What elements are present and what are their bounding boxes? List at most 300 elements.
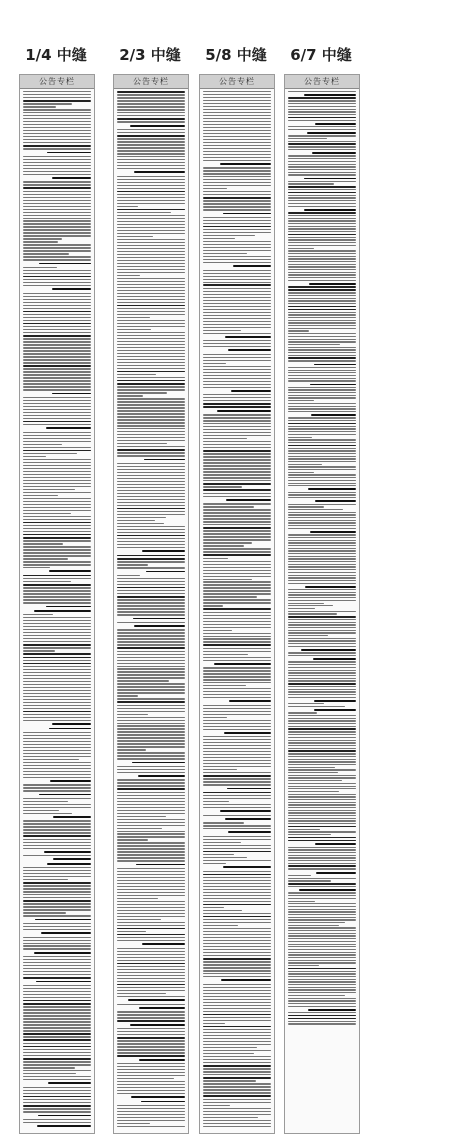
text-line — [203, 602, 271, 603]
text-line — [23, 1067, 75, 1068]
text-line — [36, 981, 91, 983]
text-line — [117, 622, 185, 623]
text-line — [288, 616, 356, 618]
text-line — [117, 611, 185, 612]
text-line — [288, 494, 356, 495]
text-line — [203, 660, 271, 661]
text-line — [23, 136, 91, 137]
text-line — [288, 1018, 356, 1020]
text-line — [288, 245, 356, 246]
text-line — [203, 1038, 271, 1039]
text-line — [23, 991, 91, 992]
text-line — [203, 194, 271, 195]
text-line — [203, 630, 232, 631]
text-line — [226, 499, 271, 501]
text-line — [203, 564, 271, 565]
panel-header: 公告专栏 — [20, 75, 94, 89]
text-line — [117, 766, 185, 767]
text-line — [203, 877, 271, 878]
text-line — [304, 209, 356, 211]
text-line — [117, 1072, 185, 1073]
text-line — [117, 990, 185, 991]
text-line — [288, 223, 356, 224]
text-line — [23, 826, 91, 827]
text-line — [288, 875, 311, 876]
text-line — [203, 489, 271, 491]
text-line — [117, 132, 185, 133]
text-line — [288, 652, 356, 653]
text-line — [203, 173, 271, 174]
text-line — [203, 621, 271, 622]
text-line — [203, 509, 271, 510]
text-line — [203, 1026, 271, 1028]
text-line — [23, 450, 91, 452]
text-line — [203, 1114, 271, 1115]
text-line — [117, 218, 185, 219]
text-line — [203, 772, 271, 773]
text-line — [23, 635, 91, 636]
text-line — [288, 286, 356, 288]
text-line — [23, 669, 91, 670]
text-line — [288, 697, 356, 698]
text-line — [117, 401, 185, 402]
text-line — [203, 496, 271, 497]
text-line — [131, 1096, 185, 1098]
text-line — [23, 558, 68, 559]
text-line — [117, 407, 185, 408]
text-line — [288, 320, 356, 321]
text-line — [23, 474, 91, 475]
column-title-2: 2/3 中缝 — [119, 46, 181, 64]
text-line — [117, 389, 185, 390]
text-line — [23, 507, 91, 508]
text-line — [288, 453, 356, 454]
text-line — [117, 299, 185, 300]
text-line — [314, 364, 356, 366]
text-line — [288, 630, 356, 631]
text-line — [203, 934, 271, 935]
text-line — [288, 242, 356, 243]
text-line — [203, 1083, 271, 1084]
text-line — [288, 186, 356, 188]
text-line — [203, 1023, 225, 1024]
text-line — [203, 363, 226, 364]
text-line — [117, 428, 185, 429]
text-line — [117, 644, 185, 645]
text-line — [117, 1108, 185, 1109]
text-line — [288, 461, 356, 462]
text-line — [288, 883, 356, 885]
text-line — [203, 312, 271, 313]
text-line — [23, 801, 68, 802]
text-line — [203, 608, 271, 610]
text-line — [288, 728, 356, 730]
text-line — [203, 1029, 271, 1030]
text-line — [315, 843, 356, 845]
text-line — [117, 792, 185, 793]
text-line — [203, 871, 271, 872]
text-line — [203, 579, 252, 580]
text-line — [288, 464, 322, 465]
text-line — [288, 408, 356, 409]
text-line — [203, 1056, 271, 1057]
text-line — [203, 576, 271, 577]
text-line — [117, 118, 185, 120]
text-line — [23, 127, 91, 128]
text-line — [203, 657, 271, 658]
text-line — [203, 106, 271, 107]
text-line — [288, 925, 339, 926]
text-line — [117, 810, 185, 811]
text-line — [117, 266, 185, 267]
text-line — [203, 327, 271, 328]
text-line — [203, 748, 271, 749]
text-line — [117, 851, 185, 852]
text-line — [203, 450, 271, 452]
text-line — [203, 148, 271, 149]
text-line — [117, 541, 185, 542]
text-line — [23, 109, 91, 110]
text-line — [288, 962, 356, 963]
text-line — [117, 758, 185, 759]
text-line — [23, 1055, 91, 1056]
text-line — [23, 540, 91, 541]
text-line — [23, 581, 71, 582]
text-line — [288, 485, 356, 486]
text-line — [203, 648, 271, 649]
text-line — [288, 226, 356, 227]
text-line — [117, 260, 185, 261]
text-line — [23, 498, 91, 499]
text-line — [23, 820, 91, 821]
text-line — [23, 623, 91, 624]
text-line — [46, 606, 91, 608]
text-line — [203, 426, 271, 427]
text-line — [203, 306, 271, 307]
text-line — [203, 115, 271, 116]
text-line — [304, 94, 356, 96]
text-line — [288, 745, 356, 746]
text-line — [117, 341, 185, 342]
text-line — [203, 1086, 271, 1087]
text-line — [139, 1007, 185, 1009]
text-line — [128, 999, 185, 1001]
text-line — [23, 459, 91, 460]
text-line — [288, 426, 356, 427]
text-line — [117, 922, 185, 923]
text-line — [117, 182, 185, 183]
text-line — [23, 1021, 91, 1022]
text-line — [203, 387, 271, 388]
text-line — [23, 620, 91, 621]
text-line — [23, 888, 91, 889]
text-line — [288, 231, 356, 232]
text-line — [23, 415, 91, 416]
text-line — [117, 1081, 185, 1082]
text-line — [288, 572, 356, 573]
text-line — [288, 731, 356, 732]
text-line — [23, 332, 91, 333]
text-line — [117, 156, 185, 157]
text-line — [117, 466, 185, 467]
text-line — [203, 300, 271, 301]
text-line — [288, 608, 315, 609]
text-line — [23, 247, 91, 248]
text-line — [23, 465, 91, 466]
text-line — [49, 570, 91, 572]
text-line — [117, 1052, 185, 1053]
text-line — [23, 876, 91, 877]
text-line — [23, 1033, 91, 1035]
text-line — [288, 783, 356, 784]
text-line — [117, 224, 185, 225]
text-line — [117, 455, 185, 456]
text-line — [203, 691, 271, 692]
text-line — [23, 720, 91, 721]
text-line — [23, 699, 91, 700]
text-line — [288, 954, 356, 955]
text-line — [203, 745, 271, 746]
text-line — [117, 165, 185, 166]
text-line — [47, 152, 91, 154]
text-line — [288, 143, 356, 145]
text-line — [117, 362, 185, 363]
text-line — [134, 625, 185, 627]
text-line — [203, 432, 271, 433]
text-line — [23, 103, 72, 104]
text-line — [117, 769, 185, 770]
text-line — [203, 842, 241, 843]
text-line — [288, 520, 356, 521]
text-line — [117, 752, 185, 753]
text-line — [203, 375, 271, 376]
text-line — [23, 525, 91, 526]
text-line — [23, 1070, 91, 1071]
text-line — [117, 446, 185, 447]
text-line — [117, 886, 185, 887]
text-line — [288, 239, 356, 240]
text-line — [117, 365, 185, 366]
text-line — [288, 603, 324, 604]
text-line — [288, 192, 356, 194]
text-line — [130, 125, 185, 127]
text-line — [203, 624, 271, 625]
text-line — [23, 641, 91, 642]
text-line — [203, 667, 271, 668]
text-line — [117, 320, 185, 321]
text-line — [203, 241, 271, 242]
text-line — [288, 277, 356, 278]
text-line — [117, 508, 185, 510]
text-line — [288, 857, 356, 858]
column-title-4: 6/7 中缝 — [290, 46, 352, 64]
text-line — [288, 540, 356, 541]
text-line — [117, 344, 185, 345]
text-line — [288, 357, 356, 359]
text-line — [117, 913, 185, 914]
text-line — [214, 663, 271, 665]
text-line — [117, 686, 185, 687]
text-line — [203, 729, 271, 730]
text-line — [203, 360, 271, 361]
text-line — [23, 142, 91, 143]
text-line — [23, 250, 91, 251]
text-line — [203, 506, 254, 507]
text-line — [203, 1002, 271, 1003]
text-line — [288, 355, 356, 356]
text-line — [117, 323, 185, 324]
text-line — [203, 536, 271, 537]
text-line — [203, 474, 271, 475]
text-line — [117, 593, 185, 594]
text-line — [288, 769, 356, 770]
text-line — [203, 848, 271, 849]
text-line — [288, 791, 339, 792]
text-line — [203, 916, 271, 918]
text-line — [23, 879, 68, 880]
text-line — [117, 416, 185, 417]
text-line — [23, 435, 91, 436]
text-line — [203, 139, 271, 140]
text-line — [203, 742, 271, 743]
text-line — [203, 987, 271, 988]
text-line — [203, 453, 271, 454]
text-line — [117, 668, 185, 669]
panel-text-block — [23, 91, 91, 1129]
text-line — [203, 825, 271, 826]
text-line — [315, 500, 356, 502]
text-line — [117, 957, 185, 958]
text-line — [117, 191, 185, 193]
text-line — [288, 109, 356, 110]
text-line — [203, 288, 271, 289]
notice-panel-quarter — [19, 74, 95, 1134]
text-line — [117, 469, 185, 470]
text-line — [228, 349, 271, 351]
text-line — [288, 965, 319, 966]
text-line — [117, 868, 185, 869]
text-line — [117, 281, 185, 282]
text-line — [203, 282, 271, 283]
text-line — [117, 651, 185, 652]
text-line — [117, 743, 185, 744]
text-line — [288, 406, 356, 407]
text-line — [23, 653, 91, 655]
text-line — [23, 756, 91, 757]
text-line — [203, 480, 271, 481]
text-line — [288, 855, 356, 856]
text-line — [203, 276, 271, 277]
text-line — [288, 504, 356, 505]
text-line — [203, 633, 271, 634]
text-line — [117, 377, 185, 378]
text-line — [203, 910, 242, 911]
text-line — [288, 395, 356, 396]
text-line — [117, 795, 185, 796]
text-line — [117, 828, 162, 829]
text-line — [203, 697, 271, 698]
text-line — [288, 968, 356, 970]
text-line — [117, 928, 185, 930]
text-line — [288, 161, 356, 162]
text-line — [117, 608, 185, 609]
text-line — [23, 1009, 91, 1010]
text-line — [203, 456, 271, 457]
text-line — [117, 714, 148, 715]
text-line — [23, 1076, 91, 1077]
text-line — [203, 654, 248, 655]
text-line — [288, 922, 345, 923]
text-line — [117, 478, 185, 479]
text-line — [203, 539, 271, 540]
text-line — [117, 532, 185, 533]
text-line — [288, 804, 356, 805]
text-line — [288, 431, 356, 432]
text-line — [203, 94, 271, 95]
text-line — [203, 590, 271, 591]
text-line — [203, 694, 271, 695]
text-line — [23, 693, 91, 694]
text-line — [23, 753, 91, 754]
text-line — [23, 218, 91, 219]
text-line — [288, 750, 356, 752]
text-line — [117, 663, 185, 664]
text-line — [288, 1015, 356, 1017]
text-line — [288, 106, 356, 107]
text-line — [203, 321, 271, 322]
text-line — [203, 247, 271, 248]
text-line — [23, 798, 91, 799]
text-line — [203, 714, 271, 715]
text-line — [203, 124, 271, 125]
text-line — [23, 191, 91, 192]
text-line — [288, 946, 356, 947]
text-line — [203, 584, 271, 585]
text-line — [23, 200, 91, 201]
text-line — [117, 314, 185, 315]
text-line — [307, 132, 356, 134]
text-line — [23, 923, 91, 924]
text-line — [203, 839, 271, 840]
text-line — [23, 406, 91, 407]
text-line — [203, 406, 271, 408]
text-line — [288, 183, 334, 184]
text-line — [288, 300, 356, 301]
text-line — [288, 378, 356, 379]
text-line — [117, 683, 185, 684]
text-line — [117, 629, 185, 630]
text-line — [203, 931, 271, 932]
text-line — [203, 605, 223, 606]
text-line — [23, 602, 91, 603]
text-line — [288, 580, 356, 581]
text-line — [288, 542, 356, 543]
text-line — [117, 254, 185, 255]
text-line — [288, 672, 356, 673]
text-line — [288, 250, 356, 251]
text-line — [288, 129, 356, 130]
text-line — [23, 362, 91, 363]
text-line — [117, 1055, 185, 1057]
text-line — [23, 320, 91, 321]
text-line — [203, 1092, 271, 1093]
text-line — [117, 931, 146, 932]
text-line — [23, 302, 91, 303]
text-line — [203, 244, 271, 245]
text-line — [117, 413, 185, 414]
text-line — [288, 172, 356, 173]
text-line — [34, 952, 91, 954]
